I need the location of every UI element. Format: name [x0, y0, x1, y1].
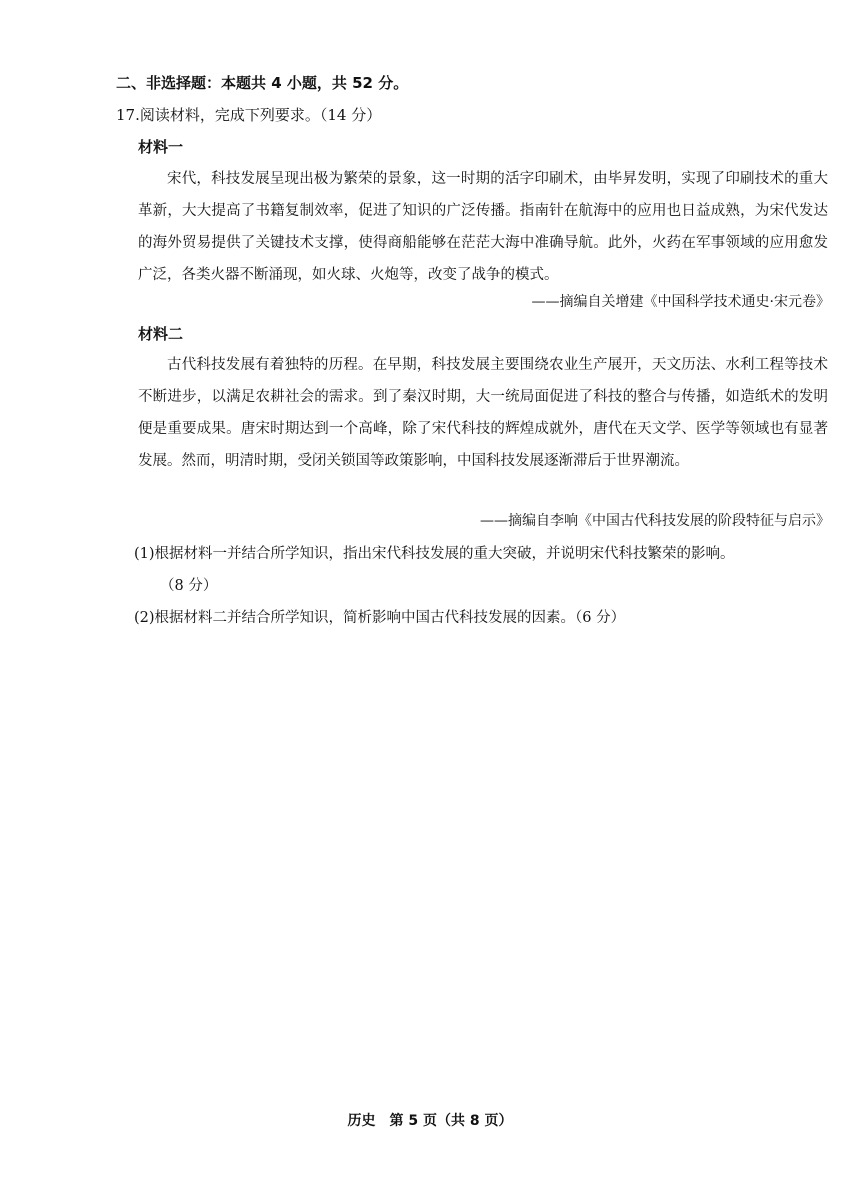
material1-text: 宋代，科技发展呈现出极为繁荣的景象，这一时期的活字印刷术，由毕昇发明，实现了印刷技术的重大革新，大大提高了书籍复制效率，促进了知识的广泛传播。指南针在航海中的应用也日益成熟，为宋代发达的海外贸易提供了关键技术支撑，使得商船能够在茫茫大海中准确导航。此外，火药在军事领域的应用愈发广泛，各类火器不断涌现，如火球、火炮等，改变了战争的模式。 [138, 171, 828, 283]
page-footer: 历史 第 5 页（共 8 页） [347, 1113, 513, 1129]
material2-title: 材料二 [138, 325, 184, 343]
subquestion-1-score: （8 分） [160, 578, 218, 594]
material1-title: 材料一 [138, 138, 184, 156]
material2-source: ——摘编自李响《中国古代科技发展的阶段特征与启示》 [480, 513, 830, 529]
subquestion-1-line1: (1)根据材料一并结合所学知识，指出宋代科技发展的重大突破，并说明宋代科技繁荣的影响。 [134, 546, 735, 562]
material2-text: 古代科技发展有着独特的历程。在早期，科技发展主要围绕农业生产展开，天文历法、水利工程等技术不断进步，以满足农耕社会的需求。到了秦汉时期，大一统局面促进了科技的整合与传播，如造纸术的发明便是重要成果。唐宋时期达到一个高峰，除了宋代科技的辉煌成就外，唐代在天文学、医学等领域也有显著发展。然而，明清时期，受闭关锁国等政策影响，中国科技发展逐渐滞后于世界潮流。 [138, 357, 828, 469]
material1-source: ——摘编自关增建《中国科学技术通史·宋元卷》 [531, 294, 830, 310]
section-title: 二、非选择题：本题共 4 小题，共 52 分。 [116, 74, 409, 92]
subquestion-2: (2)根据材料二并结合所学知识，简析影响中国古代科技发展的因素。（6 分） [134, 610, 626, 626]
subquestion-1 [134, 538, 834, 602]
question-title: 17.阅读材料，完成下列要求。（14 分） [116, 106, 382, 124]
